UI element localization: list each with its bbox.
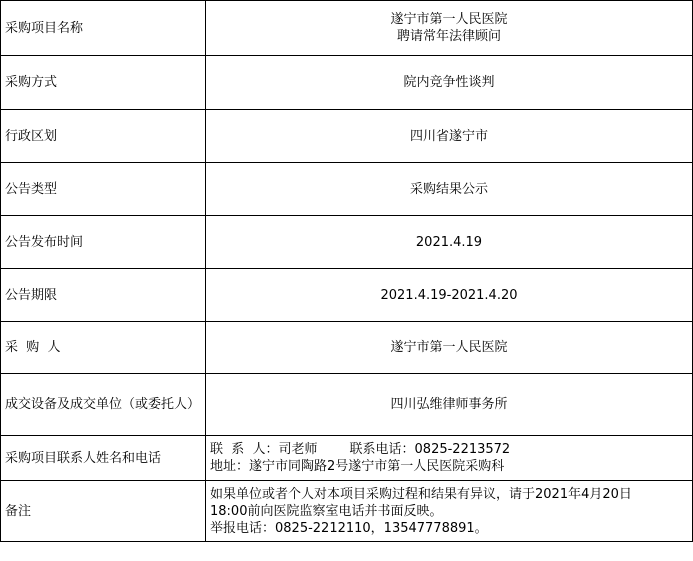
label-procurement-method: 采购方式 <box>1 56 206 110</box>
label-purchaser: 采 购 人 <box>1 322 206 374</box>
label-project-name: 采购项目名称 <box>1 1 206 56</box>
row-publish-time <box>1 216 693 269</box>
label-contact: 采购项目联系人姓名和电话 <box>1 436 206 481</box>
project-name-line-2: 聘请常年法律顾问 <box>396 29 501 44</box>
contact-phone: 联系电话：0825-2213572 <box>349 442 511 457</box>
label-admin-division: 行政区划 <box>1 110 206 163</box>
label-remarks: 备注 <box>1 481 206 542</box>
value-contact <box>206 436 693 481</box>
contact-name: 联 系 人：司老师 <box>210 442 318 457</box>
label-notice-period: 公告期限 <box>1 269 206 322</box>
value-remarks <box>206 481 693 542</box>
contact-line <box>210 441 688 458</box>
value-winning-unit: 四川弘维律师事务所 <box>206 374 693 436</box>
value-procurement-method: 院内竞争性谈判 <box>206 56 693 110</box>
contact-address: 地址：遂宁市同陶路2号遂宁市第一人民医院采购科 <box>210 459 505 474</box>
row-project-name <box>1 1 693 56</box>
label-winning-unit: 成交设备及成交单位（或委托人） <box>1 374 206 436</box>
remarks-line-3: 举报电话：0825-2212110，13547778891。 <box>210 520 488 536</box>
row-procurement-method <box>1 56 693 110</box>
remarks-line-2: 18:00前向医院监察室电话并书面反映。 <box>210 503 443 519</box>
row-notice-period <box>1 269 693 322</box>
row-purchaser <box>1 322 693 374</box>
row-winning-unit <box>1 374 693 436</box>
value-purchaser: 遂宁市第一人民医院 <box>206 322 693 374</box>
remarks-line-1: 如果单位或者个人对本项目采购过程和结果有异议，请于2021年4月20日 <box>210 486 632 502</box>
row-contact <box>1 436 693 481</box>
value-project-name <box>206 1 693 56</box>
value-admin-division: 四川省遂宁市 <box>206 110 693 163</box>
value-notice-period: 2021.4.19-2021.4.20 <box>206 269 693 322</box>
row-admin-division <box>1 110 693 163</box>
value-publish-time: 2021.4.19 <box>206 216 693 269</box>
value-notice-type: 采购结果公示 <box>206 163 693 216</box>
project-name-line-1: 遂宁市第一人民医院 <box>390 12 508 27</box>
label-publish-time: 公告发布时间 <box>1 216 206 269</box>
row-remarks <box>1 481 693 542</box>
row-notice-type <box>1 163 693 216</box>
label-notice-type: 公告类型 <box>1 163 206 216</box>
